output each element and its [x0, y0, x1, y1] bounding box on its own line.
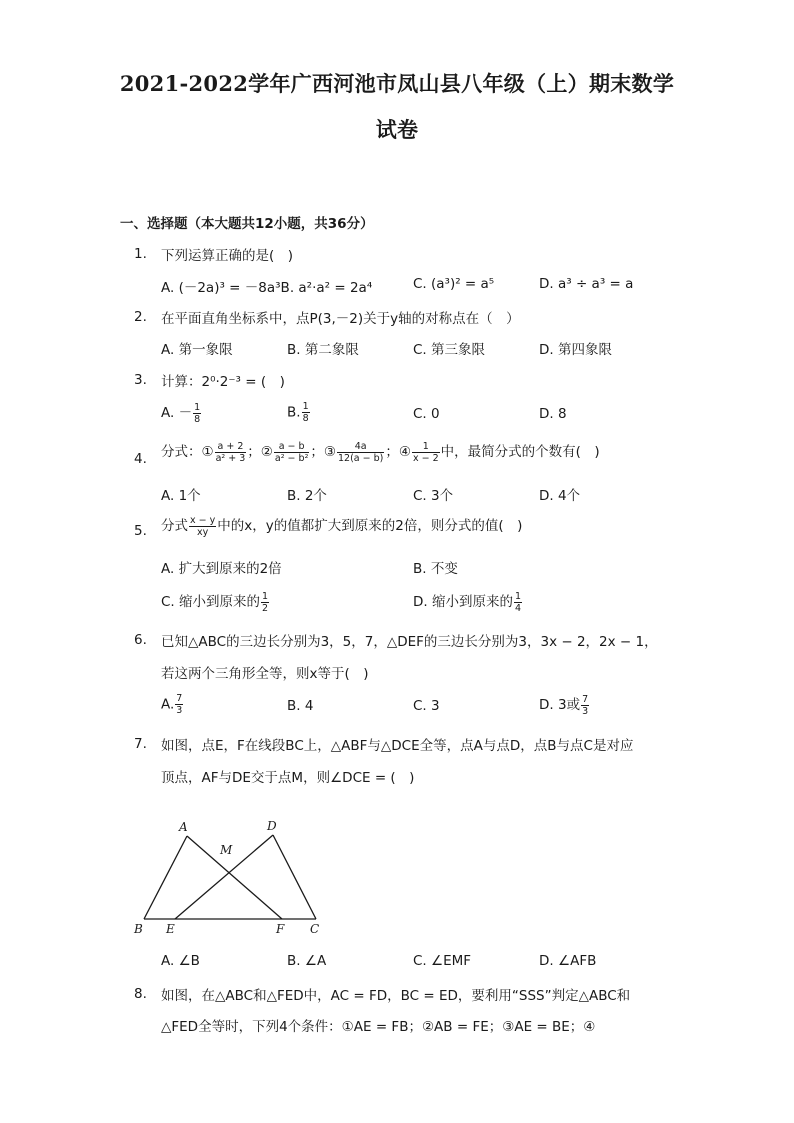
option-b: B. 不变 [413, 561, 458, 577]
triangle-diagram [128, 812, 328, 937]
fraction-2 [274, 441, 309, 464]
fraction-denominator: 8 [302, 413, 309, 424]
option-d: D. ∠AFB [539, 953, 597, 969]
option-d: D. 4个 [539, 488, 581, 504]
question-stem-line1: 如图，点E，F在线段BC上，△ABF与△DCE全等，点A与点D，点B与点C是对应 [161, 738, 634, 754]
option-label: D. 缩小到原来的 [413, 594, 513, 610]
fraction-denominator: 4 [514, 602, 522, 614]
option-a: A. 第一象限 [161, 342, 233, 358]
label-f: F [276, 922, 285, 936]
fraction-numerator: 1 [194, 401, 201, 413]
option-b: B. 第二象限 [287, 342, 359, 358]
label-m: M [220, 843, 233, 857]
option-a [161, 401, 202, 425]
option-c: C. (a³)² = a⁵ [413, 276, 495, 292]
question-stem-line2: △FED全等时，下列4个条件：①AE = FB；②AB = FE；③AE = BE；④ [161, 1019, 596, 1035]
fraction-1 [215, 441, 247, 464]
question-number: 4. [134, 451, 147, 467]
fraction-numerator: 1 [412, 441, 440, 453]
fraction-denominator: 3 [176, 705, 183, 716]
fraction [302, 401, 310, 424]
fraction-numerator: 4a [337, 441, 384, 453]
fraction [175, 693, 183, 716]
option-d [539, 693, 590, 717]
option-c: C. 3个 [413, 488, 454, 504]
fraction-3 [337, 441, 384, 464]
question-stem: 计算：2⁰·2⁻³ = ( ) [161, 374, 285, 390]
option-a: A. 1个 [161, 488, 201, 504]
fraction [193, 402, 201, 425]
option-c: C. 第三象限 [413, 342, 486, 358]
fraction-denominator: a² + 3 [215, 452, 246, 464]
fraction-denominator: 3 [582, 705, 589, 717]
stem-suffix: 中的x，y的值都扩大到原来的2倍，则分式的值( ) [217, 518, 523, 534]
question-number: 5. [134, 523, 147, 539]
option-d: D. 8 [539, 406, 567, 422]
question-stem [161, 514, 522, 538]
fraction-denominator: a² − b² [274, 452, 309, 464]
fraction-numerator: a + 2 [215, 441, 247, 453]
option-label: A. － [161, 405, 193, 421]
fraction [514, 591, 522, 614]
fraction-denominator: 2 [262, 602, 269, 614]
fraction-denominator: xy [197, 526, 209, 538]
label-c: C [310, 922, 320, 936]
option-a: A. ∠B [161, 953, 200, 969]
label-d: D [267, 819, 277, 833]
stem-prefix: 分式 [161, 518, 188, 534]
option-c: C. ∠EMF [413, 953, 472, 969]
section-heading: 一、选择题（本大题共12小题，共36分） [120, 216, 374, 232]
fraction-denominator: x − 2 [412, 452, 439, 464]
question-number: 3. [134, 372, 147, 388]
separator: ；③ [310, 444, 336, 460]
fraction [581, 694, 589, 717]
segment-dc [273, 835, 316, 919]
fraction-numerator: x − y [190, 514, 216, 526]
segment-af [187, 836, 282, 919]
fraction [189, 515, 216, 538]
question-stem-line1: 已知△ABC的三边长分别为3，5，7，△DEF的三边长分别为3，3x − 2，2x − 1， [161, 634, 658, 650]
option-label: D. 3或 [539, 697, 581, 713]
option-d [413, 590, 523, 614]
question-number: 1. [134, 246, 147, 262]
fraction-4 [412, 441, 440, 464]
option-b: B. ∠A [287, 953, 327, 969]
option-label: A. [161, 696, 175, 713]
option-b: B. 4 [287, 698, 314, 714]
question-number: 8. [134, 986, 147, 1002]
option-a [161, 693, 184, 716]
option-b [287, 401, 311, 424]
label-b: B [134, 922, 143, 936]
question-stem: 在平面直角坐标系中，点P(3,－2)关于y轴的对称点在（ ） [161, 311, 520, 327]
option-label: C. 缩小到原来的 [161, 594, 261, 610]
option-d: D. 第四象限 [539, 342, 612, 358]
fraction-denominator: 12(a − b) [337, 452, 384, 464]
question-number: 2. [134, 309, 147, 325]
option-c [161, 590, 270, 614]
label-a: A [179, 820, 188, 834]
question-stem [161, 440, 600, 464]
fraction [261, 591, 269, 614]
question-stem-line2: 若这两个三角形全等，则x等于( ) [161, 666, 369, 682]
question-stem: 下列运算正确的是( ) [161, 248, 294, 264]
fraction-numerator: 1 [302, 401, 309, 412]
question-stem-line1: 如图，在△ABC和△FED中，AC = FD，BC = ED，要利用“SSS”判定△ABC和 [161, 988, 631, 1004]
option-c: C. 3 [413, 698, 440, 714]
stem-suffix: 中，最简分式的个数有( ) [440, 444, 600, 460]
fraction-numerator: a − b [274, 441, 309, 453]
fraction-numerator: 1 [514, 590, 522, 602]
separator: ；④ [385, 444, 411, 460]
exam-title-line2: 试卷 [375, 117, 419, 142]
fraction-numerator: 1 [262, 590, 269, 602]
option-d: D. a³ ÷ a³ = a [539, 276, 634, 292]
label-e: E [166, 922, 175, 936]
fraction-numerator: 7 [176, 693, 183, 704]
option-b: B. 2个 [287, 488, 327, 504]
option-a: A. (－2a)³ = －8a³B. a²·a² = 2a⁴ [161, 280, 373, 296]
question-stem-line2: 顶点，AF与DE交于点M，则∠DCE = ( ) [161, 770, 415, 786]
segment-ab [144, 836, 187, 919]
exam-title-line1: 2021-2022学年广西河池市凤山县八年级（上）期末数学 [119, 71, 675, 96]
question-number: 6. [134, 632, 147, 648]
stem-prefix: 分式：① [161, 444, 214, 460]
fraction-denominator: 8 [194, 413, 201, 425]
option-c: C. 0 [413, 406, 440, 422]
question-number: 7. [134, 736, 147, 752]
separator: ；② [247, 444, 273, 460]
option-label: B. [287, 404, 301, 421]
fraction-numerator: 7 [582, 693, 589, 705]
option-a: A. 扩大到原来的2倍 [161, 561, 282, 577]
